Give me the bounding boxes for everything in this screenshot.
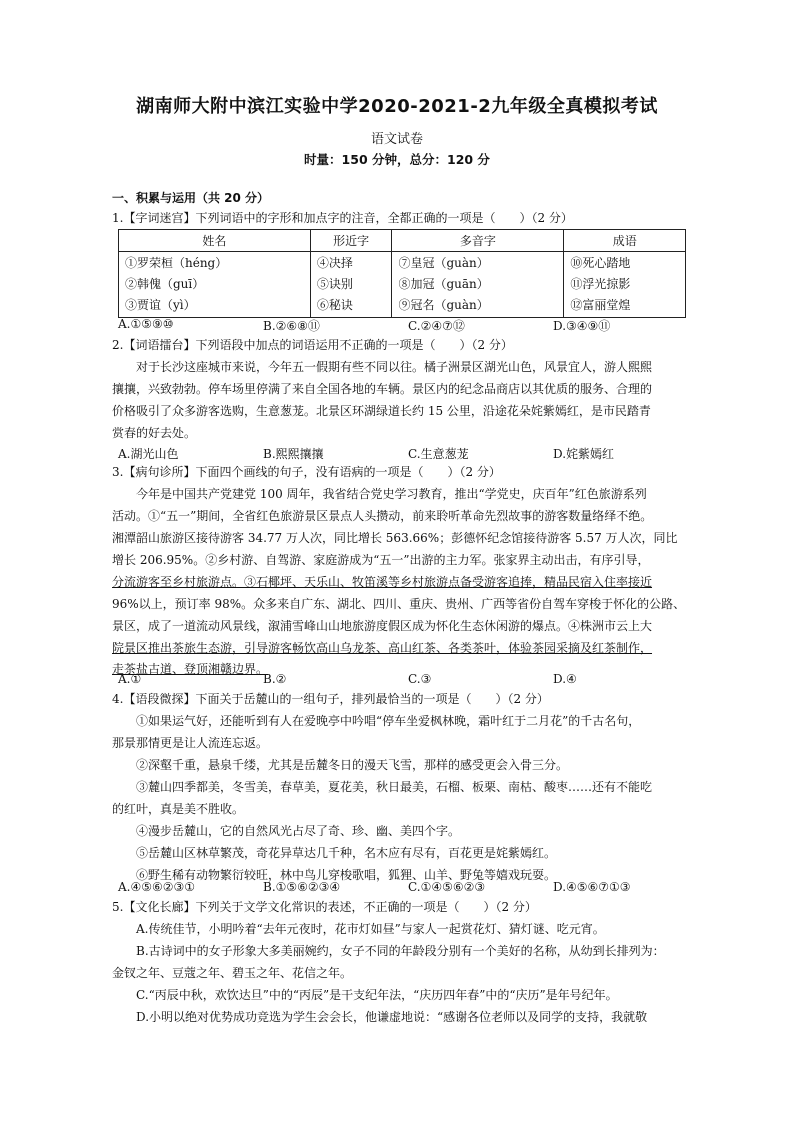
table-header-row [119,230,686,252]
q2-line: 价格吸引了众多游客选购，生意葱茏。北景区环湖绿道长约 15 公里，沿途花朵姹紫嫣红，是市民踏青 [112,404,651,418]
q4-line: 的红叶，真是美不胜收。 [112,802,245,816]
table-row [119,252,686,318]
cell-line: ③贾谊（yì） [125,298,196,312]
q3-line: 景区，成了一道流动风景线，溆浦雪峰山山地旅游度假区成为怀化生态休闲游的爆点。④株洲市云上大 [112,619,653,633]
q4-stem: 4.【语段微探】下面关于岳麓山的一组句子，排列最恰当的一项是（ ）（2 分） [112,692,549,706]
cell-line: ⑨冠名（guàn） [398,298,489,312]
q4-line: ④漫步岳麓山，它的自然风光占尽了奇、珍、幽、美四个字。 [136,824,461,838]
q5-stem: 5.【文化长廊】下列关于文学文化常识的表述，不正确的一项是（ ）（2 分） [112,900,537,914]
q4-line: ⑤岳麓山区林草繁茂，奇花异草达几千种，名木应有尽有，百花更是姹紫嫣红。 [136,846,557,860]
cell-line: ①罗荣桓（héng） [125,256,228,270]
cell-line: ②韩傀（guī） [125,277,205,291]
q5-line: C.“丙辰中秋，欢饮达旦”中的“丙辰”是干支纪年法，“庆历四年春”中的“庆历”是年号纪年。 [136,988,618,1002]
cell-line: ⑪浮光掠影 [570,277,631,291]
option-c: C.②④⑦⑫ [408,319,465,333]
option-a: A.④⑤⑥②③① [118,880,196,894]
option-a: A.①⑤⑨⑩ [118,317,174,331]
table-cell [119,252,311,318]
table-header: 成语 [564,230,686,252]
exam-title: 湖南师大附中滨江实验中学2020-2021-2九年级全真模拟考试 [136,96,658,117]
q3-line: 活动。①“五一”期间，全省红色旅游景区景点人头攒动，前来聆听革命先烈故事的游客数量络绎不绝。 [112,509,653,523]
exam-meta: 时量：150 分钟，总分：120 分 [304,152,490,167]
option-b: B.② [263,672,287,686]
option-d: D.③④⑨⑪ [553,319,611,333]
cell-line: ⑩死心踏地 [570,256,631,270]
q4-options [118,880,718,894]
q3-options [118,672,718,686]
option-d: D.④ [553,672,577,686]
q3-line: 增长 206.95%。②乡村游、自驾游、家庭游成为“五一”出游的主力军。张家界主动出击，有序引导， [112,553,650,567]
cell-line: ⑦皇冠（guàn） [398,256,489,270]
cell-line: ④决择 [316,256,353,270]
exam-subject: 语文试卷 [370,132,423,147]
q5-line: D.小明以绝对优势成功竞选为学生会会长，他谦虚地说：“感谢各位老师以及同学的支持，我就敬 [136,1010,648,1024]
option-b: B.①⑤⑥②③④ [263,880,341,894]
q3-line: 湘潭韶山旅游区接待游客 34.77 万人次，同比增长 563.66%；彭德怀纪念馆接待游客 5.57 万人次，同比 [112,531,678,545]
option-d: D.④⑤⑥⑦①③ [553,880,631,894]
q4-line: 那景那情更是让人流连忘返。 [112,736,269,750]
q3-line: 走茶盐古道、登顶湘赣边界。 [112,662,269,676]
cell-line: ⑧加冠（guān） [398,277,489,291]
cell-line: ⑤诀别 [316,277,353,291]
table-cell [564,252,686,318]
q3-line: 今年是中国共产党建党 100 周年，我省结合党史学习教育，推出“学党史，庆百年”红色旅游系列 [136,487,647,501]
q5-line: A.传统佳节，小明吟着“去年元夜时，花市灯如昼”与家人一起赏花灯、猜灯谜、吃元宵。 [136,922,605,936]
option-a: A.① [118,672,142,686]
table-header: 多音字 [392,230,564,252]
q3-line: 96%以上，预订率 98%。众多来自广东、湖北、四川、重庆、贵州、广西等省份自驾车穿梭于怀化的公路、 [112,597,686,611]
section-heading: 一、积累与运用（共 20 分） [112,191,270,205]
q2-line: 攘攘，兴致勃勃。停车场里停满了来自全国各地的车辆。景区内的纪念品商店以其优质的服务、合理的 [112,382,653,396]
q2-line: 赏春的好去处。 [112,426,197,440]
q3-line: 院景区推出茶旅生态游，引导游客畅饮高山乌龙茶、高山红茶、各类茶叶，体验茶园采摘及红茶制作， [112,641,653,655]
option-d: D.姹紫嫣红 [553,447,615,461]
table-cell [392,252,564,318]
table-cell [310,252,392,318]
q5-line: 金钗之年、豆蔻之年、碧玉之年、花信之年。 [112,966,353,980]
q4-line: ③麓山四季都美，冬雪美，春草美，夏花美，秋日最美，石榴、板栗、南枯、酸枣……还有不能吃 [136,780,653,794]
q2-options [118,445,718,462]
q1-options [118,317,718,334]
q2-stem: 2.【词语擂台】下列语段中加点的词语运用不正确的一项是（ ）（2 分） [112,338,513,352]
q3-stem: 3.【病句诊所】下面四个画线的句子，没有语病的一项是（ ）（2 分） [112,465,501,479]
q1-table [118,229,686,318]
q4-line: ②深壑千重，悬泉千缕，尤其是岳麓冬日的漫天飞雪，那样的感受更会入骨三分。 [136,758,569,772]
option-c: C.生意葱茏 [408,447,469,461]
option-b: B.熙熙攘攘 [263,447,324,461]
option-a: A.湖光山色 [118,447,179,461]
q2-line: 对于长沙这座城市来说，今年五一假期有些不同以往。橘子洲景区湖光山色，风景宜人，游人熙熙 [136,360,653,374]
cell-line: ⑫富丽堂煌 [570,298,631,312]
q4-line: ⑥野生稀有动物繁衍较旺，林中鸟儿穿梭歌唱，狐狸、山羊、野兔等嬉戏玩耍。 [136,868,557,882]
option-c: C.①④⑤⑥②③ [408,880,486,894]
table-header: 形近字 [310,230,392,252]
table-header: 姓名 [119,230,311,252]
option-c: C.③ [408,672,432,686]
option-b: B.②⑥⑧⑪ [263,319,320,333]
q4-line: ①如果运气好，还能听到有人在爱晚亭中吟唱“停车坐爱枫林晚，霜叶红于二月花”的千古名句， [136,714,641,728]
q3-line: 分流游客至乡村旅游点。③石椰坪、天乐山、牧笛溪等乡村旅游点备受游客追捧，精品民宿入住率接近 [112,575,653,589]
q1-stem: 1.【字词迷宫】下列词语中的字形和加点字的注音，全都正确的一项是（ ）（2 分） [112,211,573,225]
q5-line: B.古诗词中的女子形象大多美丽婉约，女子不同的年龄段分别有一个美好的名称，从幼到长排列为： [136,944,665,958]
cell-line: ⑥秘诀 [316,298,353,312]
